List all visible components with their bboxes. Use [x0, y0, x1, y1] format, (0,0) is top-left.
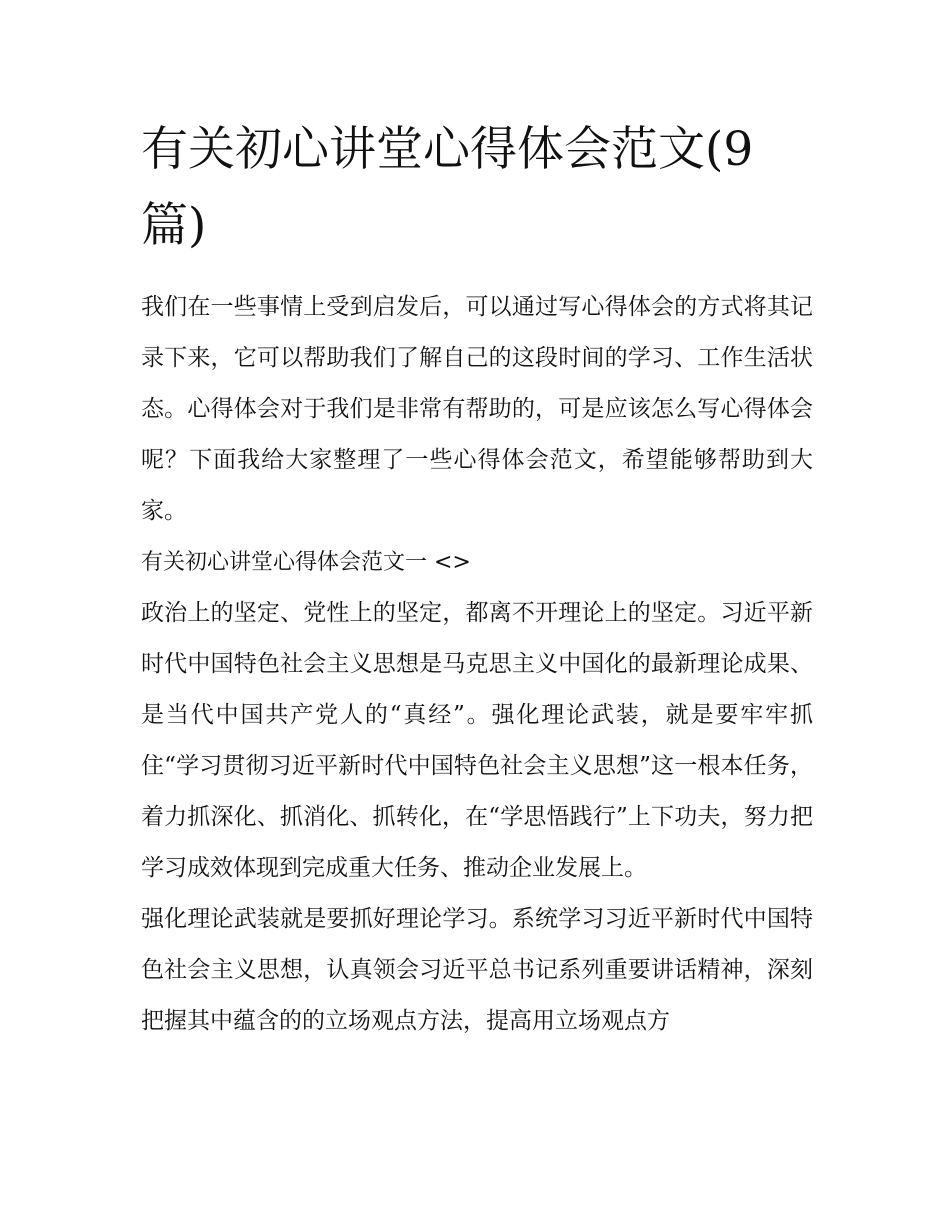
document-body: [141, 112, 813, 1047]
intro-paragraph: 我们在一些事情上受到启发后，可以通过写心得体会的方式将其记录下来，它可以帮助我们了解自己的这段时间的学习、工作生活状态。心得体会对于我们是非常有帮助的，可是应该怎么写心得体会呢？下面我给大家整理了一些心得体会范文，希望能够帮助到大家。: [141, 294, 813, 524]
section-paragraph-2: 强化理论武装就是要抓好理论学习。系统学习习近平新时代中国特色社会主义思想，认真领会习近平总书记系列重要讲话精神，深刻把握其中蕴含的的立场观点方法，提高用立场观点方: [141, 906, 813, 1034]
section-paragraph-1: 政治上的坚定、党性上的坚定，都离不开理论上的坚定。习近平新时代中国特色社会主义思想是马克思主义中国化的最新理论成果、是当代中国共产党人的“真经”。强化理论武装，就是要牢牢抓住“学习贯彻习近平新时代中国特色社会主义思想”这一根本任务，着力抓深化、抓消化、抓转化，在“学思悟践行”上下功夫，努力把学习成效体现到完成重大任务、推动企业发展上。: [141, 600, 813, 881]
document-title: 有关初心讲堂心得体会范文(9篇): [141, 122, 754, 253]
section-heading: 有关初心讲堂心得体会范文一 <>: [141, 550, 471, 575]
